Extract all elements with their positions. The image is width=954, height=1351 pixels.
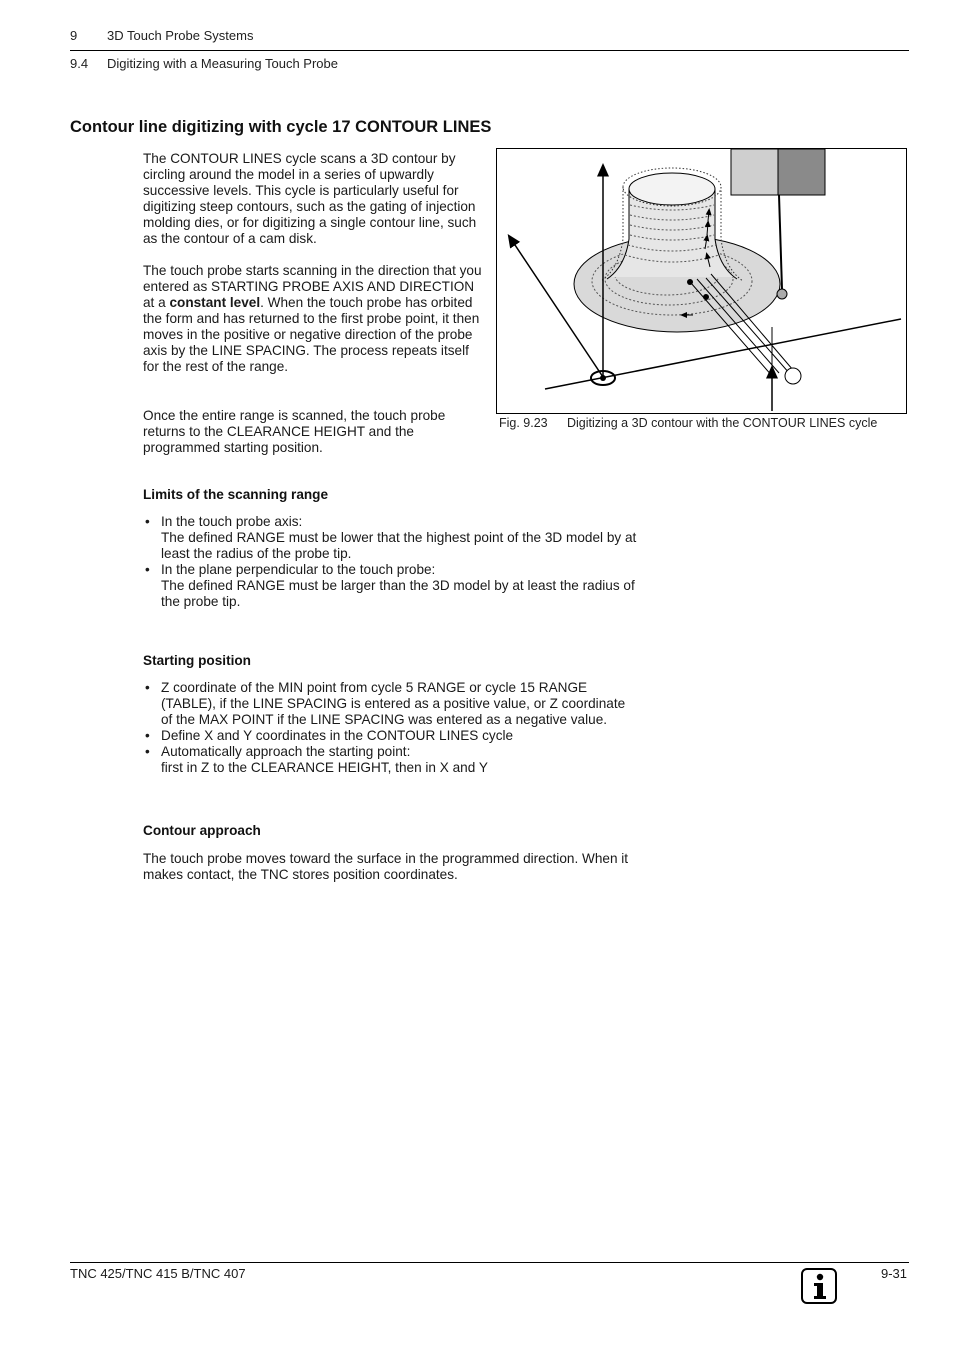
- list-item: • Z coordinate of the MIN point from cycle 5 RANGE or cycle 15 RANGE (TABLE), if the LINE SPACING is entered as a positive value, or Z coordinate of the MAX POINT if the LINE SPACING was entered as a negative value.: [143, 680, 628, 728]
- section-header-title: Digitizing with a Measuring Touch Probe: [107, 56, 338, 71]
- bold-term: constant level: [169, 295, 261, 310]
- footer-model: TNC 425/TNC 415 B/TNC 407: [70, 1266, 246, 1281]
- limits-list: [143, 514, 643, 610]
- starting-heading: Starting position: [143, 653, 251, 668]
- page-number: 9-31: [880, 1266, 907, 1281]
- info-icon: [801, 1268, 837, 1304]
- figure-caption: [499, 416, 877, 430]
- figure-caption-text: Digitizing a 3D contour with the CONTOUR LINES cycle: [567, 416, 878, 430]
- figure-number: Fig. 9.23: [499, 416, 548, 430]
- header-divider: [70, 50, 909, 51]
- section-header: [70, 56, 338, 71]
- intro-paragraph-1: The CONTOUR LINES cycle scans a 3D contour by circling around the model in a series of upwardly successive levels. This cycle is particularly useful for digitizing steep contours, such as the gating of injection molding dies, or for digitizing a single contour line, such as the contour of a cam disk.: [143, 151, 477, 246]
- footer-divider: [70, 1262, 909, 1263]
- contour-lines-diagram: [497, 149, 907, 414]
- list-item: • Define X and Y coordinates in the CONTOUR LINES cycle: [143, 728, 628, 744]
- list-item: • Automatically approach the starting point: first in Z to the CLEARANCE HEIGHT, then in X and Y: [143, 744, 628, 776]
- intro-paragraph-3: Once the entire range is scanned, the touch probe returns to the CLEARANCE HEIGHT and the programmed starting position.: [143, 408, 446, 455]
- page-title: Contour line digitizing with cycle 17 CONTOUR LINES: [70, 118, 492, 136]
- approach-heading: Contour approach: [143, 823, 261, 838]
- list-item: • In the touch probe axis: The defined RANGE must be lower that the highest point of the 3D model by at least the radius of the probe tip.: [143, 514, 643, 562]
- chapter-header: [70, 28, 253, 43]
- list-item: • In the plane perpendicular to the touch probe: The defined RANGE must be larger than the 3D model by at least the radius of the probe tip.: [143, 562, 643, 610]
- chapter-title: 3D Touch Probe Systems: [107, 28, 254, 43]
- intro-paragraph-2: The touch probe starts scanning in the direction that you entered as STARTING PROBE AXIS AND DIRECTION at a constant level. When the touch probe has orbited the form and has returned to the first probe point, it then moves in the positive or negative direction of the probe axis by the LINE SPACING. The process repeats itself for the rest of the range.: [143, 263, 482, 374]
- approach-text: The touch probe moves toward the surface in the programmed direction. When it makes contact, the TNC stores position coordinates.: [143, 851, 629, 882]
- chapter-number: 9: [70, 28, 78, 43]
- starting-list: [143, 680, 628, 776]
- section-number: 9.4: [70, 56, 89, 71]
- limits-heading: Limits of the scanning range: [143, 487, 329, 502]
- figure-contour-lines: [496, 148, 907, 414]
